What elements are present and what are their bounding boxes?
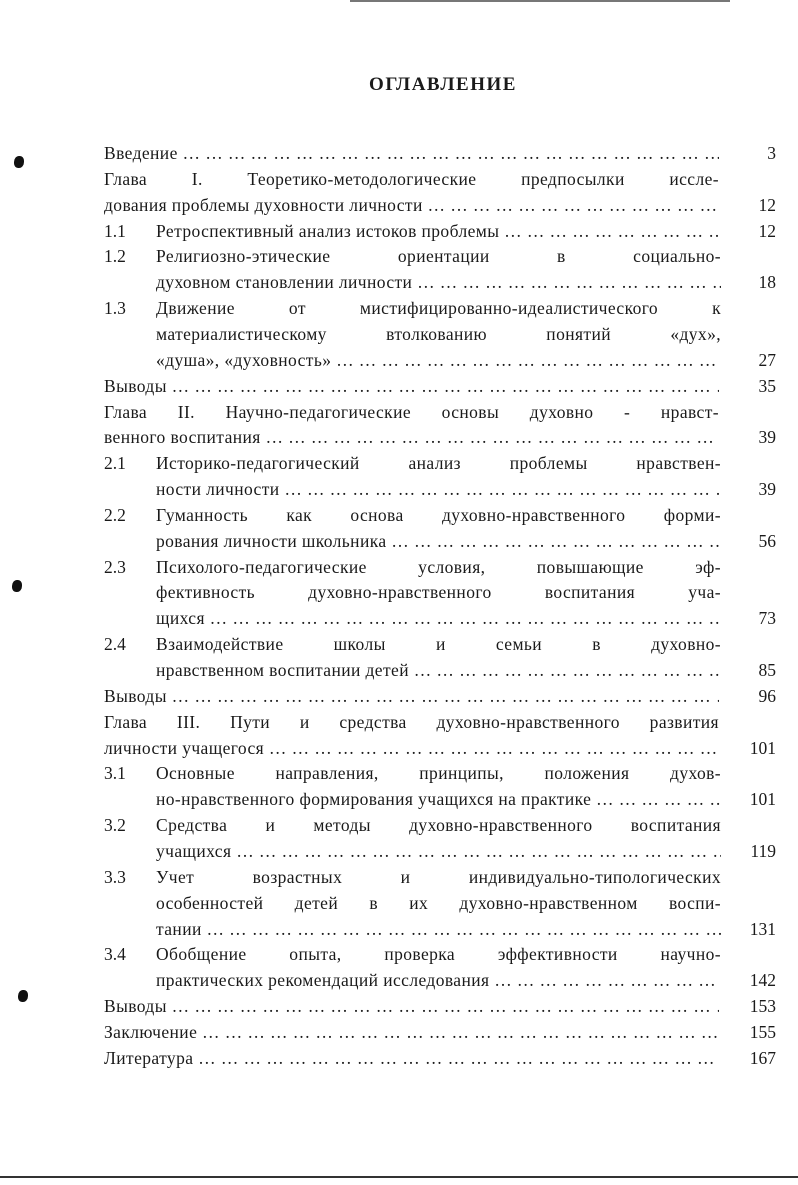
entry-text: духовном становлении личности — [156, 272, 413, 293]
toc-line — [104, 425, 776, 450]
entry-text: Глава II. Научно-педагогические основы духовно - нравст- — [104, 401, 719, 422]
page-number: 153 — [749, 996, 776, 1017]
entry-text: Выводы — [104, 685, 167, 706]
toc-line — [104, 141, 776, 166]
toc-line — [104, 632, 776, 657]
toc-line — [104, 348, 776, 373]
section-number: 3.3 — [104, 866, 126, 887]
entry-text: венного воспитания — [104, 427, 261, 448]
entry-text: особенностей детей в их духовно-нравственном воспи- — [156, 892, 721, 913]
entry-text: Учет возрастных и индивидуально-типологических — [156, 866, 721, 887]
toc-line — [104, 503, 776, 528]
bottom-edge-line — [0, 1176, 798, 1178]
toc-line — [104, 477, 776, 502]
toc-line — [104, 296, 776, 321]
entry-text: Средства и методы духовно-нравственного воспитания — [156, 815, 721, 836]
toc-line — [104, 244, 776, 269]
page-number: 27 — [758, 349, 776, 370]
toc-line — [104, 167, 776, 192]
page-number: 119 — [750, 840, 776, 861]
entry-text: Психолого-педагогические условия, повышающие эф- — [156, 556, 721, 577]
entry-text: личности учащегося — [104, 737, 265, 758]
page-number: 142 — [749, 970, 776, 991]
page-number: 101 — [749, 789, 776, 810]
entry-text: дования проблемы духовности личности — [104, 194, 423, 215]
entry-text: Гуманность как основа духовно-нравственного форми- — [156, 504, 721, 525]
toc-line — [104, 761, 776, 786]
page-number: 73 — [758, 608, 776, 629]
entry-text: Обобщение опыта, проверка эффективности научно- — [156, 944, 721, 965]
toc-line — [104, 451, 776, 476]
page-number: 101 — [749, 737, 776, 758]
entry-text: но-нравственного формирования учащихся на практике — [156, 789, 592, 810]
entry-text: нравственном воспитании детей — [156, 660, 409, 680]
section-number: 3.2 — [104, 815, 126, 836]
page-number: 35 — [758, 375, 776, 396]
entry-text: ности личности — [156, 479, 280, 500]
section-number: 3.1 — [104, 763, 126, 784]
toc-line — [104, 400, 776, 425]
entry-text: тании — [156, 918, 202, 939]
toc-line — [104, 684, 776, 709]
toc-line — [104, 658, 776, 683]
toc-line — [104, 787, 776, 812]
toc-line — [104, 917, 776, 942]
entry-text: Основные направления, принципы, положения духов- — [156, 763, 721, 784]
toc-line — [104, 968, 776, 993]
page-number: 131 — [749, 918, 776, 939]
toc-line — [104, 891, 776, 916]
entry-text: Выводы — [104, 375, 167, 396]
toc-line — [104, 839, 776, 864]
page-number: 18 — [758, 272, 776, 293]
page-number: 96 — [758, 685, 776, 706]
toc-line — [104, 529, 776, 554]
page-number: 155 — [749, 1021, 776, 1042]
entry-text: Глава I. Теоретико-методологические предпосылки иссле- — [104, 168, 719, 189]
section-number: 3.4 — [104, 944, 126, 965]
entry-text: «душа», «духовность» — [156, 349, 332, 370]
page-number: 56 — [758, 530, 776, 551]
toc-line — [104, 865, 776, 890]
page-number: 12 — [758, 220, 776, 241]
section-number: 2.2 — [104, 504, 126, 525]
section-number: 2.1 — [104, 453, 126, 474]
toc-line — [104, 736, 776, 761]
toc-line — [104, 374, 776, 399]
entry-text: Религиозно-этические ориентации в социально- — [156, 246, 721, 267]
entry-text: практических рекомендаций исследования — [156, 970, 490, 991]
entry-text: Движение от мистифицированно-идеалистического к — [156, 298, 721, 319]
entry-text: Историко-педагогический анализ проблемы нравствен- — [156, 453, 721, 474]
entry-text: щихся — [156, 608, 205, 629]
page-number: 12 — [758, 194, 776, 215]
section-number: 1.2 — [104, 246, 126, 267]
toc-line — [104, 270, 776, 295]
toc-line — [104, 942, 776, 967]
entry-text: Выводы — [104, 996, 167, 1017]
toc-line — [104, 322, 776, 347]
toc-line — [104, 580, 776, 605]
page-number: 167 — [749, 1047, 776, 1068]
margin-mark-2 — [12, 580, 22, 592]
toc-line — [104, 710, 776, 735]
toc-line — [104, 1046, 776, 1071]
entry-text: материалистическому втолкованию понятий «дух», — [156, 323, 721, 344]
page-title: ОГЛАВЛЕНИЕ — [369, 74, 517, 95]
section-number: 2.3 — [104, 556, 126, 577]
toc-line — [104, 1020, 776, 1045]
toc-line — [104, 813, 776, 838]
section-number: 1.3 — [104, 298, 126, 319]
entry-text: рования личности школьника — [156, 530, 387, 551]
margin-mark-3 — [18, 990, 28, 1002]
entry-text: Взаимодействие школы и семьи в духовно- — [156, 634, 721, 655]
section-number: 1.1 — [104, 220, 126, 241]
entry-text: Введение — [104, 143, 178, 163]
entry-text: фективность духовно-нравственного воспитания уча- — [156, 582, 721, 603]
page-number: 39 — [758, 427, 776, 448]
toc-line — [104, 219, 776, 244]
page-number: 39 — [758, 479, 776, 500]
toc-line — [104, 606, 776, 631]
top-edge-line — [350, 0, 730, 2]
section-number: 2.4 — [104, 634, 126, 655]
page-number: 85 — [758, 660, 776, 680]
toc-line — [104, 555, 776, 580]
entry-text: учащихся — [156, 840, 232, 861]
toc-line — [104, 994, 776, 1019]
toc-line — [104, 193, 776, 218]
entry-text: Глава III. Пути и средства духовно-нравственного развития — [104, 711, 719, 732]
entry-text: Литература — [104, 1047, 194, 1068]
entry-text: Ретроспективный анализ истоков проблемы — [156, 220, 500, 241]
margin-mark-1 — [14, 156, 24, 168]
entry-text: Заключение — [104, 1021, 198, 1042]
page-number: 3 — [767, 143, 776, 163]
